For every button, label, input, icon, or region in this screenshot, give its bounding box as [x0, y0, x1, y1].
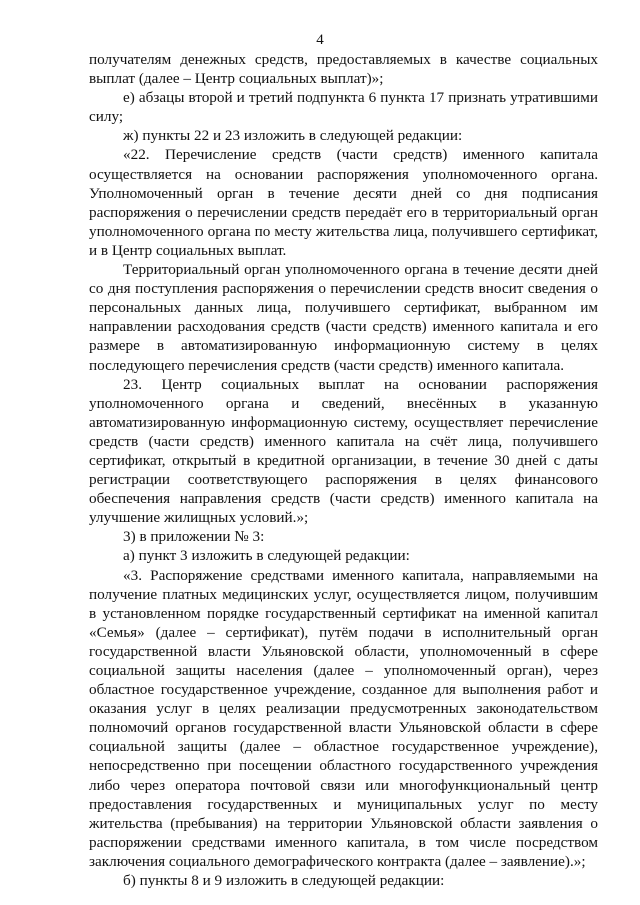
page-number: 4 [316, 32, 324, 48]
paragraph-territorial-body: Территориальный орган уполномоченного органа в течение десяти дней со дня поступления распоряжения о перечислении средств вносит сведения о персональных данных лица, получившего сертификат, выбранном им направлении расходования средств (части средств) именного капитала и его размере в автоматизированную информационную систему в целях последующего перечисления средств (части средств) именного капитала. [89, 261, 598, 374]
paragraph-subitem-a: а) пункт 3 изложить в следующей редакции: [123, 547, 410, 565]
paragraph-continuation: получателям денежных средств, предоставляемых в качестве социальных выплат (далее – Центр социальных выплат)»; [89, 51, 598, 88]
paragraph-appendix-3: 3) в приложении № 3: [123, 528, 265, 546]
paragraph-item-22: «22. Перечисление средств (части средств) именного капитала осуществляется на основании распоряжения уполномоченного органа. Уполномоченный орган в течение десяти дней со дня подписания распоряжения о перечислении средств передаёт его в территориальный орган уполномоченного органа по месту жительства лица, получившего сертификат, и в Центр социальных выплат. [89, 146, 598, 259]
paragraph-subitem-b: б) пункты 8 и 9 изложить в следующей редакции: [123, 872, 445, 890]
paragraph-item-3: «3. Распоряжение средствами именного капитала, направляемыми на получение платных медицинских услуг, осуществляется лицом, получившим в установленном порядке государственный сертификат на именной капитал «Семья» (далее – сертификат), путём подачи в исполнительный орган государственной власти Ульяновской области, уполномоченный в сфере социальной защиты населения (далее – уполномоченный орган), через областное государственное учреждение, созданное для выполнения работ и оказания услуг в целях реализации предусмотренных законодательством полномочий органов государственной власти Ульяновской области в сфере социальной защиты (далее – областное государственное учреждение), непосредственно при посещении областного государственного учреждения либо через оператора почтовой связи или многофункциональный центр предоставления государственных и муниципальных услуг по месту жительства (пребывания) на территории Ульяновской области заявления о распоряжении средствами именного капитала, в том числе посредством заключения социального демографического контракта (далее – заявление).»; [89, 566, 598, 870]
paragraph-subitem-zh: ж) пункты 22 и 23 изложить в следующей редакции: [123, 127, 463, 145]
document-body [89, 50, 598, 890]
paragraph-item-23: 23. Центр социальных выплат на основании распоряжения уполномоченного органа и сведений, внесённых в указанную автоматизированную информационную систему, осуществляет перечисление средств (части средств) именного капитала на счёт лица, получившего сертификат, открытый в кредитной организации, в течение 30 дней с даты регистрации соответствующего распоряжения в целях финансового обеспечения направления средств (части средств) именного капитала на улучшение жилищных условий.»; [89, 375, 598, 527]
paragraph-subitem-e: е) абзацы второй и третий подпункта 6 пункта 17 признать утратившими силу; [89, 89, 598, 126]
